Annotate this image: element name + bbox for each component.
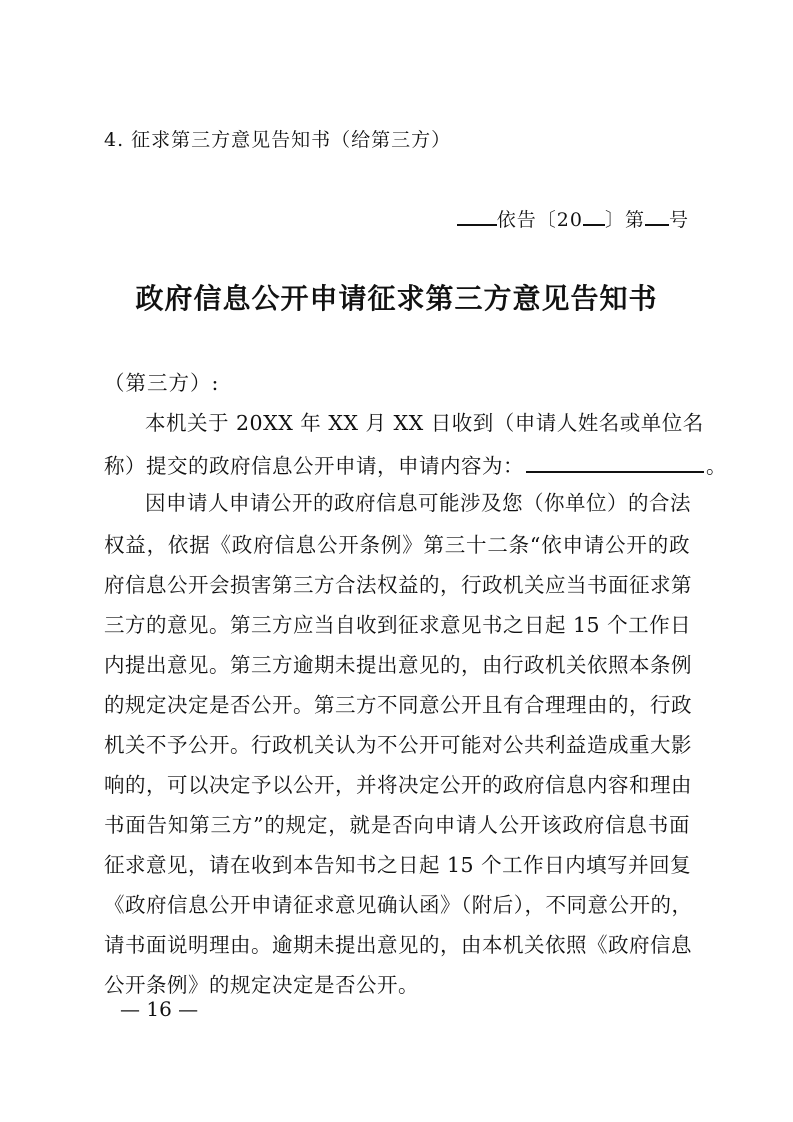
paragraph2-line: 征求意见，请在收到本告知书之日起 15 个工作日内填写并回复 xyxy=(104,853,692,877)
doc-number-num-blank xyxy=(645,208,669,226)
paragraph2-line: 权益，依据《政府信息公开条例》第三十二条“依申请公开的政 xyxy=(104,533,690,557)
paragraph1-line2 xyxy=(104,449,727,479)
paragraph2-line: 三方的意见。第三方应当自收到征求意见书之日起 15 个工作日 xyxy=(104,613,692,637)
paragraph1-line2-end: 。 xyxy=(706,454,727,478)
document-title: 政府信息公开申请征求第三方意见告知书 xyxy=(135,282,658,315)
paragraph2-line: 因申请人申请公开的政府信息可能涉及您（你单位）的合法 xyxy=(145,491,691,515)
paragraph2-line: 书面告知第三方”的规定，就是否向申请人公开该政府信息书面 xyxy=(104,813,690,837)
paragraph2-line: 请书面说明理由。逾期未提出意见的，由本机关依照《政府信息 xyxy=(104,933,692,957)
doc-number-part3: 号 xyxy=(668,209,689,231)
doc-number-part2: 〕第 xyxy=(604,209,645,231)
section-heading: 4. 征求第三方意见告知书（给第三方） xyxy=(104,129,452,151)
paragraph1-line1: 本机关于 20XX 年 XX 月 XX 日收到（申请人姓名或单位名 xyxy=(145,411,704,435)
paragraph2-line: 响的，可以决定予以公开，并将决定公开的政府信息内容和理由 xyxy=(104,773,692,797)
salutation: （第三方）: xyxy=(104,371,220,395)
request-content-blank xyxy=(526,455,704,473)
page-number: — 16 — xyxy=(120,997,199,1021)
paragraph2-line: 的规定决定是否公开。第三方不同意公开且有合理理由的，行政 xyxy=(104,693,692,717)
paragraph2-line: 公开条例》的规定决定是否公开。 xyxy=(104,973,419,997)
paragraph2-line: 《政府信息公开申请征求意见确认函》（附后），不同意公开的， xyxy=(104,893,693,917)
document-number xyxy=(457,205,689,232)
doc-number-year-blank xyxy=(583,208,605,226)
doc-number-part1: 依告〔20 xyxy=(496,209,583,231)
paragraph2-line: 机关不予公开。行政机关认为不公开可能对公共利益造成重大影 xyxy=(104,733,692,757)
paragraph1-line2-text: 称）提交的政府信息公开申请，申请内容为： xyxy=(104,454,524,478)
paragraph2-line: 府信息公开会损害第三方合法权益的，行政机关应当书面征求第 xyxy=(104,573,692,597)
doc-number-prefix-blank xyxy=(457,208,497,226)
paragraph2-line: 内提出意见。第三方逾期未提出意见的，由行政机关依照本条例 xyxy=(104,653,692,677)
